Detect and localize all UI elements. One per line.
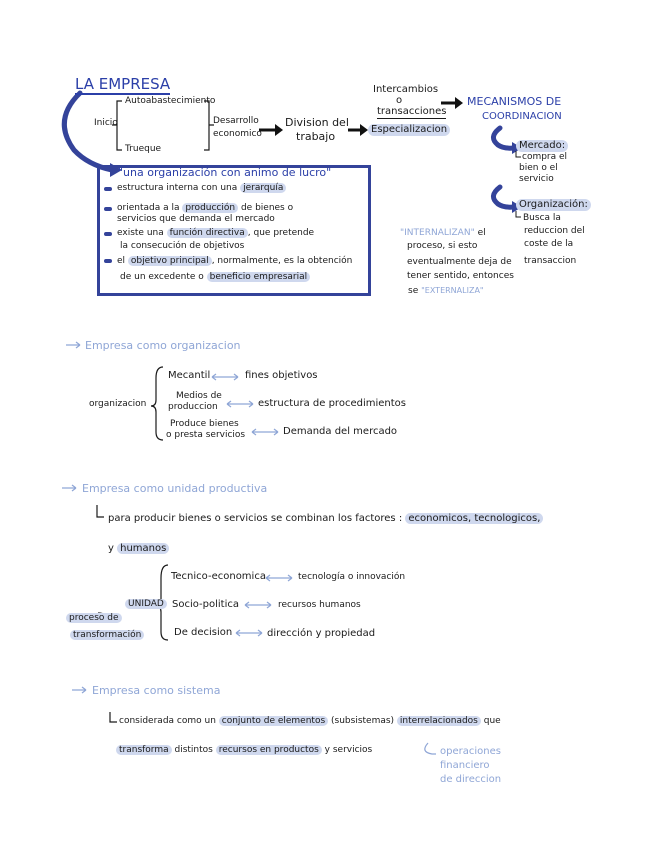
box-item-3-post: , que pretende — [247, 228, 315, 238]
s3-line1-highlight-1: conjunto de elementos — [219, 716, 328, 726]
s3-line1-mid: (subsistemas) — [328, 716, 397, 726]
s1-row1-right: fines objetivos — [245, 370, 318, 381]
se-word: se — [408, 286, 419, 296]
org-line-3: coste de la — [524, 239, 574, 249]
box-item-2-post: de bienes o — [238, 203, 294, 213]
s3-line2-highlight-1: transforma — [116, 745, 172, 755]
box-item-4-text: el — [117, 256, 128, 266]
proceso-line: proceso, si esto — [407, 241, 478, 251]
proceso-label-1: proceso de — [66, 613, 122, 623]
mercado-line-2: bien o el — [519, 163, 558, 173]
s1-row3-left-2: o presta servicios — [166, 430, 246, 440]
mercado-line-1: compra el — [522, 152, 568, 162]
s2-row2-left: Socio-politica — [172, 599, 240, 610]
box-item-4-post: , normalmente, es la obtención — [211, 256, 353, 266]
mecanismos-label: MECANISMOS DE — [467, 95, 562, 108]
section-organizacion-title: Empresa como organizacion — [85, 339, 241, 352]
ops-line-2: financiero — [440, 760, 490, 771]
org-line-2: reduccion del — [524, 226, 585, 236]
unidad-label: UNIDAD — [125, 599, 167, 609]
org-line-1: Busca la — [523, 213, 561, 223]
s1-row2-right: estructura de procedimientos — [258, 398, 406, 409]
tener-line: tener sentido, entonces — [407, 271, 514, 281]
box-item-4-highlight: objetivo principal — [128, 256, 212, 266]
s3-line2 — [116, 745, 372, 755]
internalizan-rest: el — [474, 228, 486, 238]
box-item-3-text: existe una — [117, 228, 167, 238]
s2-line1-text: para producir bienes o servicios se combinan los factores : — [108, 513, 403, 524]
s2-row3-left: De decision — [174, 627, 233, 638]
economico-label: economico — [213, 129, 262, 139]
especializacion-label: Especializacion — [368, 124, 450, 136]
box-item-2-text: orientada a la — [117, 203, 183, 213]
s2-row3-right: dirección y propiedad — [267, 628, 376, 639]
box-item-4-line2-highlight: beneficio empresarial — [207, 272, 310, 282]
box-item-3 — [117, 228, 314, 238]
s1-left-label: organizacion — [89, 399, 147, 409]
s2-line1-highlight: economicos, tecnologicos, — [405, 513, 543, 524]
s2-line1 — [108, 513, 543, 525]
trabajo-label: trabajo — [296, 130, 336, 143]
s3-line1 — [119, 716, 501, 726]
mercado-label: Mercado: — [516, 140, 568, 152]
s3-line1-text: considerada como un — [119, 716, 219, 726]
coordinacion-label: COORDINACION — [482, 111, 562, 122]
s3-line2-highlight-2: recursos en productos — [216, 745, 322, 755]
externaliza-word: "EXTERNALIZA" — [421, 286, 484, 295]
section-sistema-title: Empresa como sistema — [92, 684, 221, 697]
s3-line2-mid: distintos — [171, 745, 216, 755]
box-item-2-line2: servicios que demanda el mercado — [117, 214, 275, 224]
box-item-4-line2 — [120, 272, 310, 282]
o-label: o — [396, 95, 403, 106]
s1-row1-left: Mecantil — [168, 370, 211, 381]
ops-line-3: de direccion — [440, 774, 502, 785]
eventual-line: eventualmente deja de — [407, 257, 512, 267]
page-title: LA EMPRESA — [75, 76, 170, 95]
transacciones-label: transacciones — [377, 106, 447, 117]
s1-row3-right: Demanda del mercado — [283, 426, 398, 437]
box-item-1 — [117, 183, 286, 193]
internalizan-line — [400, 228, 486, 238]
org-line-4: transaccion — [524, 256, 577, 266]
box-item-4 — [117, 256, 352, 266]
box-heading: "una organización con animo de lucro" — [118, 166, 332, 179]
s1-row2-left-2: produccion — [168, 402, 218, 412]
s3-line1-highlight-2: interrelacionados — [397, 716, 481, 726]
autoabastecimiento-label: Autoabastecimiento — [125, 96, 216, 106]
proceso-label-2: transformación — [70, 630, 144, 640]
intercambios-label: Intercambios — [373, 84, 439, 95]
section-unidad-title: Empresa como unidad productiva — [82, 482, 268, 495]
se-line — [408, 286, 484, 296]
box-item-2 — [117, 203, 293, 213]
inicio-label: Inicio — [94, 118, 118, 128]
s3-line2-post: y servicios — [321, 745, 373, 755]
s1-row3-left-1: Produce bienes — [170, 419, 239, 429]
s1-row2-left-1: Medios de — [176, 391, 222, 401]
s2-row2-right: recursos humanos — [278, 600, 361, 610]
s2-line2-text: y — [108, 543, 114, 554]
s3-line1-post: que — [480, 716, 501, 726]
ops-line-1: operaciones — [440, 746, 501, 757]
internalizan-word: "INTERNALIZAN" — [400, 228, 475, 238]
s2-line2-highlight: humanos — [117, 543, 169, 554]
organizacion-label: Organización: — [516, 199, 591, 211]
box-item-1-highlight: jerarquía — [240, 183, 286, 193]
s2-row1-right: tecnología o innovación — [298, 572, 406, 582]
trueque-label: Trueque — [125, 144, 162, 154]
s2-line2 — [108, 543, 169, 555]
desarrollo-label: Desarrollo — [213, 116, 259, 126]
box-item-3-highlight: función directiva — [167, 228, 248, 238]
box-item-2-highlight: producción — [182, 203, 238, 213]
box-item-3-line2: la consecución de objetivos — [120, 241, 245, 251]
mercado-line-3: servicio — [519, 174, 554, 184]
division-label: Division del — [285, 116, 349, 129]
box-item-1-text: estructura interna con una — [117, 183, 241, 193]
box-item-4-line2-text: de un excedente o — [120, 272, 207, 282]
s2-row1-left: Tecnico-economica — [171, 571, 266, 582]
